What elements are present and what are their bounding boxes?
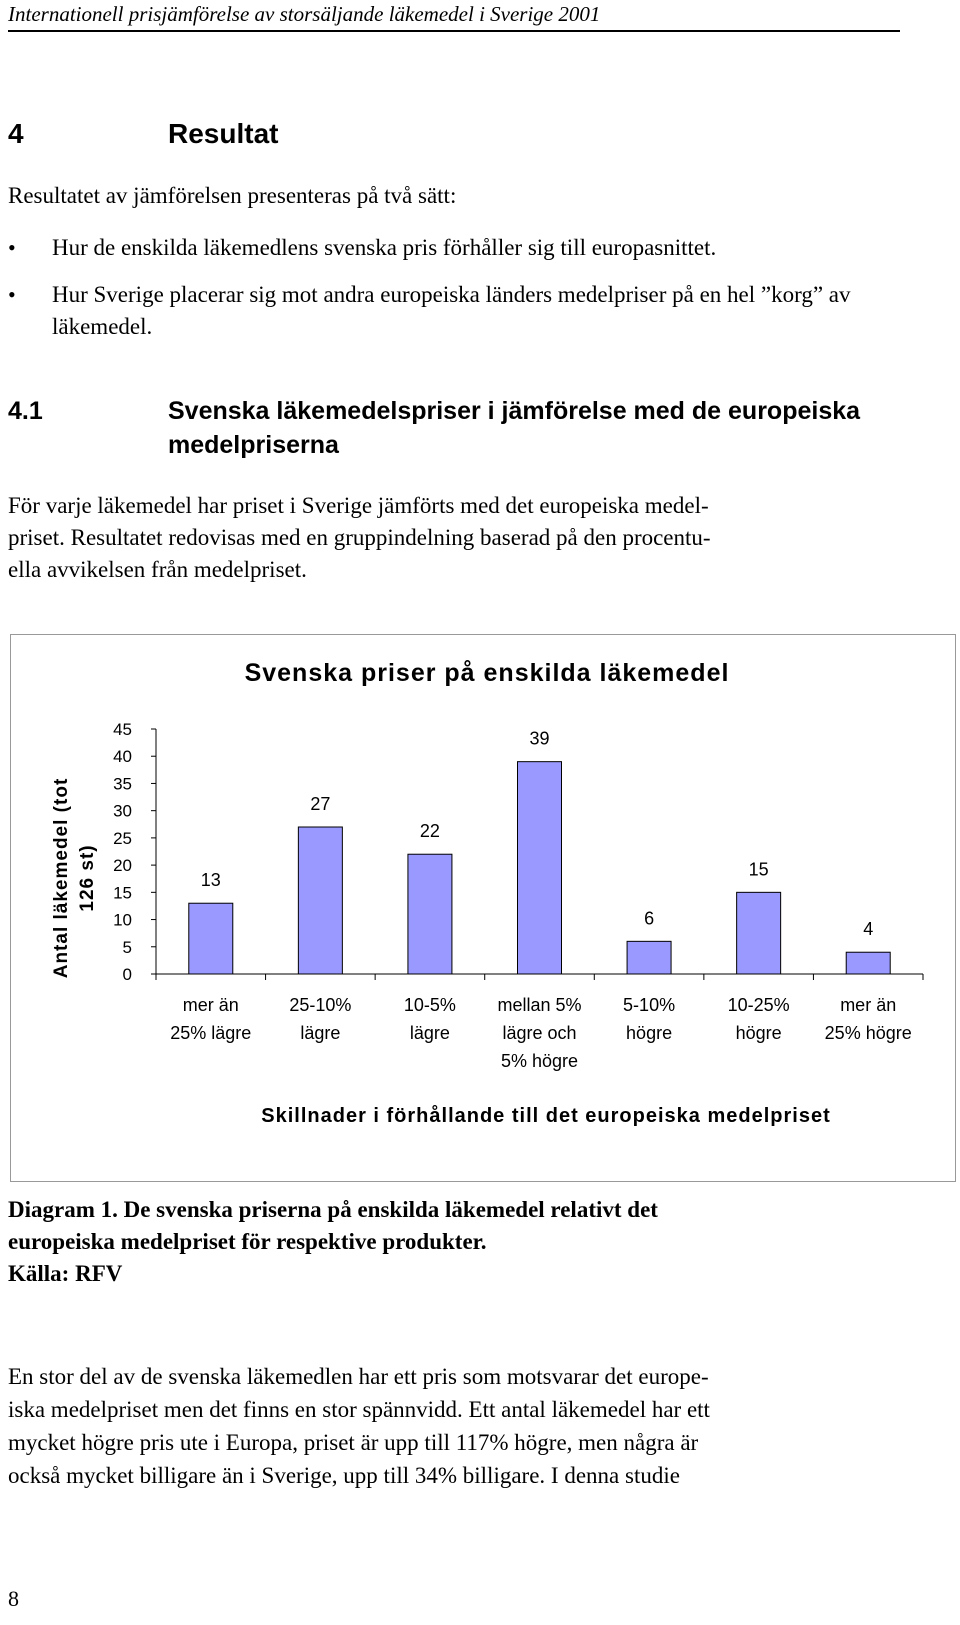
y-axis-label xyxy=(51,778,98,979)
paragraph-line: också mycket billigare än i Sverige, upp till 34% billigare. I denna studie xyxy=(8,1463,680,1488)
x-axis-label: Skillnader i förhållande till det europeiska medelpriset xyxy=(261,1105,831,1127)
bar-chart xyxy=(11,635,955,1181)
intro-paragraph: Resultatet av jämförelsen presenteras på två sätt: xyxy=(8,183,457,208)
section-heading xyxy=(8,118,278,150)
section-number: 4 xyxy=(8,118,24,149)
x-tick-label: högre xyxy=(626,1023,673,1043)
bar xyxy=(737,892,781,974)
data-label: 4 xyxy=(863,919,874,940)
section-title: Resultat xyxy=(168,118,279,149)
data-label: 6 xyxy=(644,908,655,929)
bullet-list xyxy=(8,232,900,358)
bar xyxy=(298,827,342,974)
bar xyxy=(627,941,671,974)
x-tick-label: lägre xyxy=(300,1023,341,1043)
paragraph-line: mycket högre pris ute i Europa, priset är upp till 117% högre, men några är xyxy=(8,1430,699,1455)
y-tick-label: 40 xyxy=(113,747,132,767)
x-tick-label: 25-10% xyxy=(289,995,352,1015)
y-tick-label: 30 xyxy=(113,801,132,821)
caption-source: Källa: RFV xyxy=(8,1261,123,1286)
caption-line: Diagram 1. De svenska priserna på enskilda läkemedel relativt det xyxy=(8,1197,658,1222)
x-tick-label: 25% högre xyxy=(824,1023,912,1043)
data-label: 27 xyxy=(310,794,331,814)
subsection-paragraph xyxy=(8,490,711,586)
caption-line: europeiska medelpriset för respektive produkter. xyxy=(8,1229,487,1254)
data-label: 15 xyxy=(748,859,769,880)
body-paragraph xyxy=(8,1360,900,1492)
x-tick-label: mellan 5% xyxy=(497,995,582,1015)
y-tick-label: 45 xyxy=(113,720,132,739)
paragraph-line: För varje läkemedel har priset i Sverige jämförts med det europeiska medel- xyxy=(8,493,709,518)
x-tick-label: mer än xyxy=(182,995,239,1015)
x-tick-label: 5-10% xyxy=(623,995,676,1015)
bar xyxy=(189,903,233,974)
bullet-item: • Hur Sverige placerar sig mot andra europeiska länders medelpriser på en hel ”korg” av läkemedel. xyxy=(8,279,892,343)
bar xyxy=(408,854,452,974)
chart-title: Svenska priser på enskilda läkemedel xyxy=(244,659,730,687)
bar xyxy=(846,952,890,974)
y-axis-label-line: 126 st) xyxy=(77,844,98,912)
x-tick-label: 25% lägre xyxy=(170,1023,252,1043)
x-tick-label: 10-5% xyxy=(403,995,456,1015)
y-tick-label: 5 xyxy=(122,937,132,957)
plot-area xyxy=(113,720,923,1071)
y-tick-label: 25 xyxy=(113,828,132,848)
paragraph-line: En stor del av de svenska läkemedlen har ett pris som motsvarar det europe- xyxy=(8,1364,709,1389)
x-tick-label: 5% högre xyxy=(500,1051,579,1071)
page-number: 8 xyxy=(8,1586,19,1611)
subsection-title: Svenska läkemedelspriser i jämförelse med de europeiska medelpriserna xyxy=(168,397,861,459)
chart-figure xyxy=(10,634,956,1182)
figure-caption xyxy=(8,1194,658,1290)
y-tick-label: 20 xyxy=(113,856,132,876)
paragraph-line: ella avvikelsen från medelpriset. xyxy=(8,557,307,582)
x-tick-label: mer än xyxy=(840,995,897,1015)
paragraph-line: priset. Resultatet redovisas med en gruppindelning baserad på den procentu- xyxy=(8,525,711,550)
x-tick-label: lägre xyxy=(409,1023,450,1043)
bullet-item: • Hur de enskilda läkemedlens svenska pris förhåller sig till europasnittet. xyxy=(8,232,900,264)
y-tick-label: 10 xyxy=(113,910,132,930)
running-header xyxy=(8,0,900,32)
bar xyxy=(518,762,562,974)
data-label: 22 xyxy=(419,821,440,842)
y-tick-label: 15 xyxy=(113,883,132,903)
x-tick-label: 10-25% xyxy=(727,995,790,1015)
running-header-text: Internationell prisjämförelse av storsäljande läkemedel i Sverige 2001 xyxy=(8,2,601,26)
subsection-number: 4.1 xyxy=(8,397,43,425)
x-tick-label: högre xyxy=(735,1023,782,1043)
y-tick-label: 0 xyxy=(122,965,132,984)
paragraph-line: iska medelpriset men det finns en stor spännvidd. Ett antal läkemedel har ett xyxy=(8,1397,710,1422)
y-axis-label-line: Antal läkemedel (tot xyxy=(51,777,72,979)
x-tick-label: lägre och xyxy=(502,1023,577,1043)
data-label: 39 xyxy=(529,728,550,749)
data-label: 13 xyxy=(200,870,221,891)
y-tick-label: 35 xyxy=(113,774,132,794)
